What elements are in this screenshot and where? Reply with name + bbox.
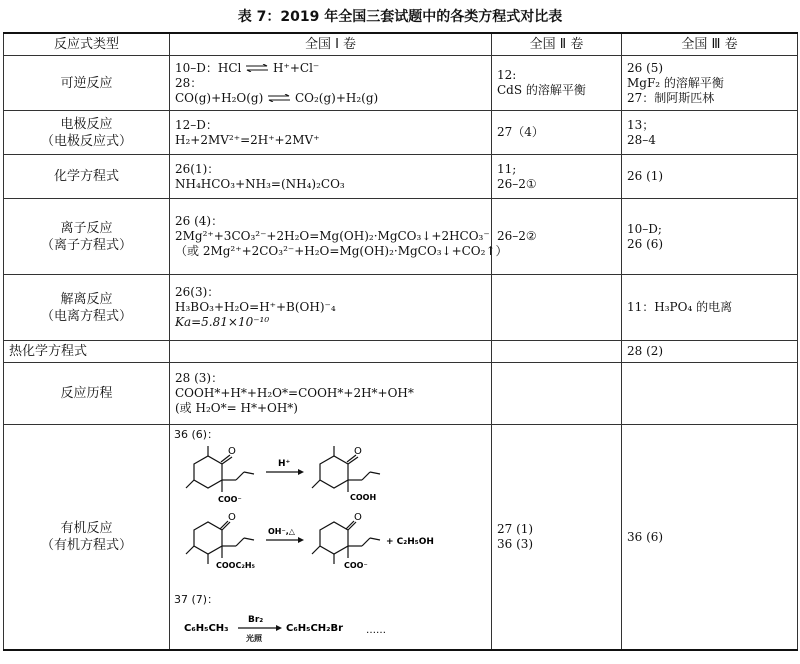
equation-text: CO₂(g)+H₂(g) xyxy=(294,90,379,105)
type-label: 电极反应 xyxy=(60,116,113,132)
paper-3-cell xyxy=(622,363,798,425)
paper-2-cell xyxy=(492,341,622,363)
row-organic xyxy=(4,425,798,651)
paper-1-cell xyxy=(170,56,492,111)
paper-2-cell xyxy=(492,111,622,155)
type-cell xyxy=(4,425,170,651)
condition-label: 光照 xyxy=(246,634,262,643)
oxygen-label: O xyxy=(354,512,362,523)
question-ref: 26–2① xyxy=(497,176,537,191)
equation-text: H₂+2MV²⁺=2H⁺+2MV⁺ xyxy=(175,132,320,147)
cyclohexanone-structure-icon xyxy=(186,446,254,492)
question-ref: 26 (6) xyxy=(627,236,664,251)
equation-text: H₃BO₃+H₂O=H⁺+B(OH)⁻₄ xyxy=(175,300,336,314)
paper-3-cell xyxy=(622,111,798,155)
paper-3-cell xyxy=(622,155,798,199)
question-ref: 12: xyxy=(497,68,517,82)
paper-1-cell xyxy=(170,363,492,425)
reactant-label: C₆H₅CH₃ xyxy=(184,623,229,634)
reagent-label: H⁺ xyxy=(278,459,291,469)
question-ref: 28 (2) xyxy=(627,344,664,358)
organic-reaction-diagram xyxy=(174,442,486,592)
comparison-table xyxy=(3,32,798,651)
paper-2-cell xyxy=(492,56,622,111)
type-label: 有机反应 xyxy=(60,521,113,536)
equation-text: NH₄HCO₃+NH₃=(NH₄)₂CO₃ xyxy=(175,176,345,191)
reversible-arrow-icon xyxy=(245,64,269,72)
question-ref: 27（4） xyxy=(497,125,544,139)
equation-text: 2Mg²⁺+3CO₃²⁻+2H₂O=Mg(OH)₂·MgCO₃↓+2HCO₃⁻ xyxy=(175,229,490,243)
row-ionic xyxy=(4,199,798,275)
paper-3-cell xyxy=(622,56,798,111)
cooh-label: COOH xyxy=(350,493,377,502)
type-label: 离子反应 xyxy=(60,220,113,236)
ester-structure-icon xyxy=(186,521,254,564)
product-structure-icon xyxy=(312,446,380,492)
question-ref: 11; xyxy=(497,161,517,176)
equation-text: （或 2Mg²⁺+2CO₃²⁻+H₂O=Mg(OH)₂·MgCO₃↓+CO₂↑） xyxy=(175,244,508,258)
question-ref: 36 (6) xyxy=(627,529,664,544)
question-ref: 26–2② xyxy=(497,229,537,243)
paper-2-cell xyxy=(492,155,622,199)
header-row xyxy=(4,33,798,56)
equation-text: Ka=5.81×10⁻¹⁰ xyxy=(175,315,270,329)
equation-text: (或 H₂O*= H*+OH*) xyxy=(175,401,298,415)
reagent-label: Br₂ xyxy=(248,615,264,625)
question-ref: 28 (3)： xyxy=(175,371,224,385)
arrowhead-icon xyxy=(276,625,282,631)
question-ref: 37 (7)： xyxy=(174,593,219,606)
paper-2-cell xyxy=(492,363,622,425)
header-paper-2: 全国 Ⅱ 卷 xyxy=(492,33,622,56)
type-cell: 反应历程 xyxy=(4,363,170,425)
row-ionization xyxy=(4,275,798,341)
row-process xyxy=(4,363,798,425)
paper-2-cell xyxy=(492,275,622,341)
paper-2-cell xyxy=(492,425,622,651)
cell-text: MgF₂ 的溶解平衡 xyxy=(627,75,724,90)
row-electrode xyxy=(4,111,798,155)
equation-text: CO(g)+H₂O(g) xyxy=(175,90,264,105)
row-chemical xyxy=(4,155,798,199)
bromination-reaction xyxy=(174,607,486,647)
type-cell xyxy=(4,275,170,341)
question-ref: 26 (4)： xyxy=(175,214,224,228)
paper-1-cell xyxy=(170,155,492,199)
question-ref: 28–4 xyxy=(627,132,656,147)
question-ref: 36 (3) xyxy=(497,537,534,551)
arrowhead-icon xyxy=(298,469,304,475)
product-structure-icon xyxy=(312,521,380,564)
question-ref: 26(3)： xyxy=(175,285,220,299)
cell-text: CdS 的溶解平衡 xyxy=(497,83,586,97)
paper-2-cell xyxy=(492,199,622,275)
paper-3-cell xyxy=(622,275,798,341)
paper-1-cell xyxy=(170,341,492,363)
paper-1-cell xyxy=(170,275,492,341)
oxygen-label: O xyxy=(354,446,362,457)
type-label: 解离反应 xyxy=(60,291,113,307)
row-thermo xyxy=(4,341,798,363)
table-title: 表 7：2019 年全国三套试题中的各类方程式对比表 xyxy=(237,9,563,25)
type-cell: 可逆反应 xyxy=(4,56,170,111)
coo-label: COO⁻ xyxy=(344,561,368,570)
type-sublabel: （电离方程式） xyxy=(40,308,132,324)
header-paper-1: 全国 Ⅰ 卷 xyxy=(170,33,492,56)
equation-text: H⁺+Cl⁻ xyxy=(273,60,320,75)
header-paper-3: 全国 Ⅲ 卷 xyxy=(622,33,798,56)
reagent-label: OH⁻,△ xyxy=(268,527,295,536)
question-ref: 26 (5) xyxy=(627,60,664,75)
paper-3-cell xyxy=(622,341,798,363)
oxygen-label: O xyxy=(228,446,236,457)
type-cell: 化学方程式 xyxy=(4,155,170,199)
question-ref: 12–D： xyxy=(175,117,218,132)
paper-3-cell xyxy=(622,199,798,275)
equation-text: 10–D：HCl xyxy=(175,60,242,75)
question-ref: 13； xyxy=(627,117,655,132)
question-ref: 10–D; xyxy=(627,221,662,236)
paper-1-cell xyxy=(170,111,492,155)
cell-text: 27：制阿斯匹林 xyxy=(627,90,715,105)
ester-label: COOC₂H₅ xyxy=(216,561,256,570)
paper-3-cell xyxy=(622,425,798,651)
paper-1-cell xyxy=(170,199,508,275)
question-ref: 27 (1) xyxy=(497,522,534,536)
byproduct-label: + C₂H₅OH xyxy=(386,537,434,547)
type-sublabel: （有机方程式） xyxy=(40,538,132,553)
question-ref: 26(1)： xyxy=(175,161,220,176)
product-label: C₆H₅CH₂Br xyxy=(286,623,344,634)
question-ref: 26 (1) xyxy=(627,169,664,183)
cell-text: 11：H₃PO₄ 的电离 xyxy=(627,300,733,314)
type-sublabel: （离子方程式） xyxy=(40,237,132,253)
question-ref: 28： xyxy=(175,75,203,90)
oxygen-label: O xyxy=(228,512,236,523)
type-cell xyxy=(4,199,170,275)
ellipsis-label: …… xyxy=(366,625,386,636)
row-reversible xyxy=(4,56,798,111)
coo-label: COO⁻ xyxy=(218,495,242,504)
question-ref: 36 (6)： xyxy=(174,428,219,441)
equation-text: COOH*+H*+H₂O*=COOH*+2H*+OH* xyxy=(175,386,414,400)
header-type: 反应式类型 xyxy=(4,33,170,56)
type-cell: 热化学方程式 xyxy=(4,341,170,363)
type-sublabel: （电极反应式） xyxy=(40,133,132,149)
reversible-arrow-icon xyxy=(267,94,291,102)
arrowhead-icon xyxy=(298,537,304,543)
paper-1-cell xyxy=(170,425,492,651)
type-cell xyxy=(4,111,170,155)
